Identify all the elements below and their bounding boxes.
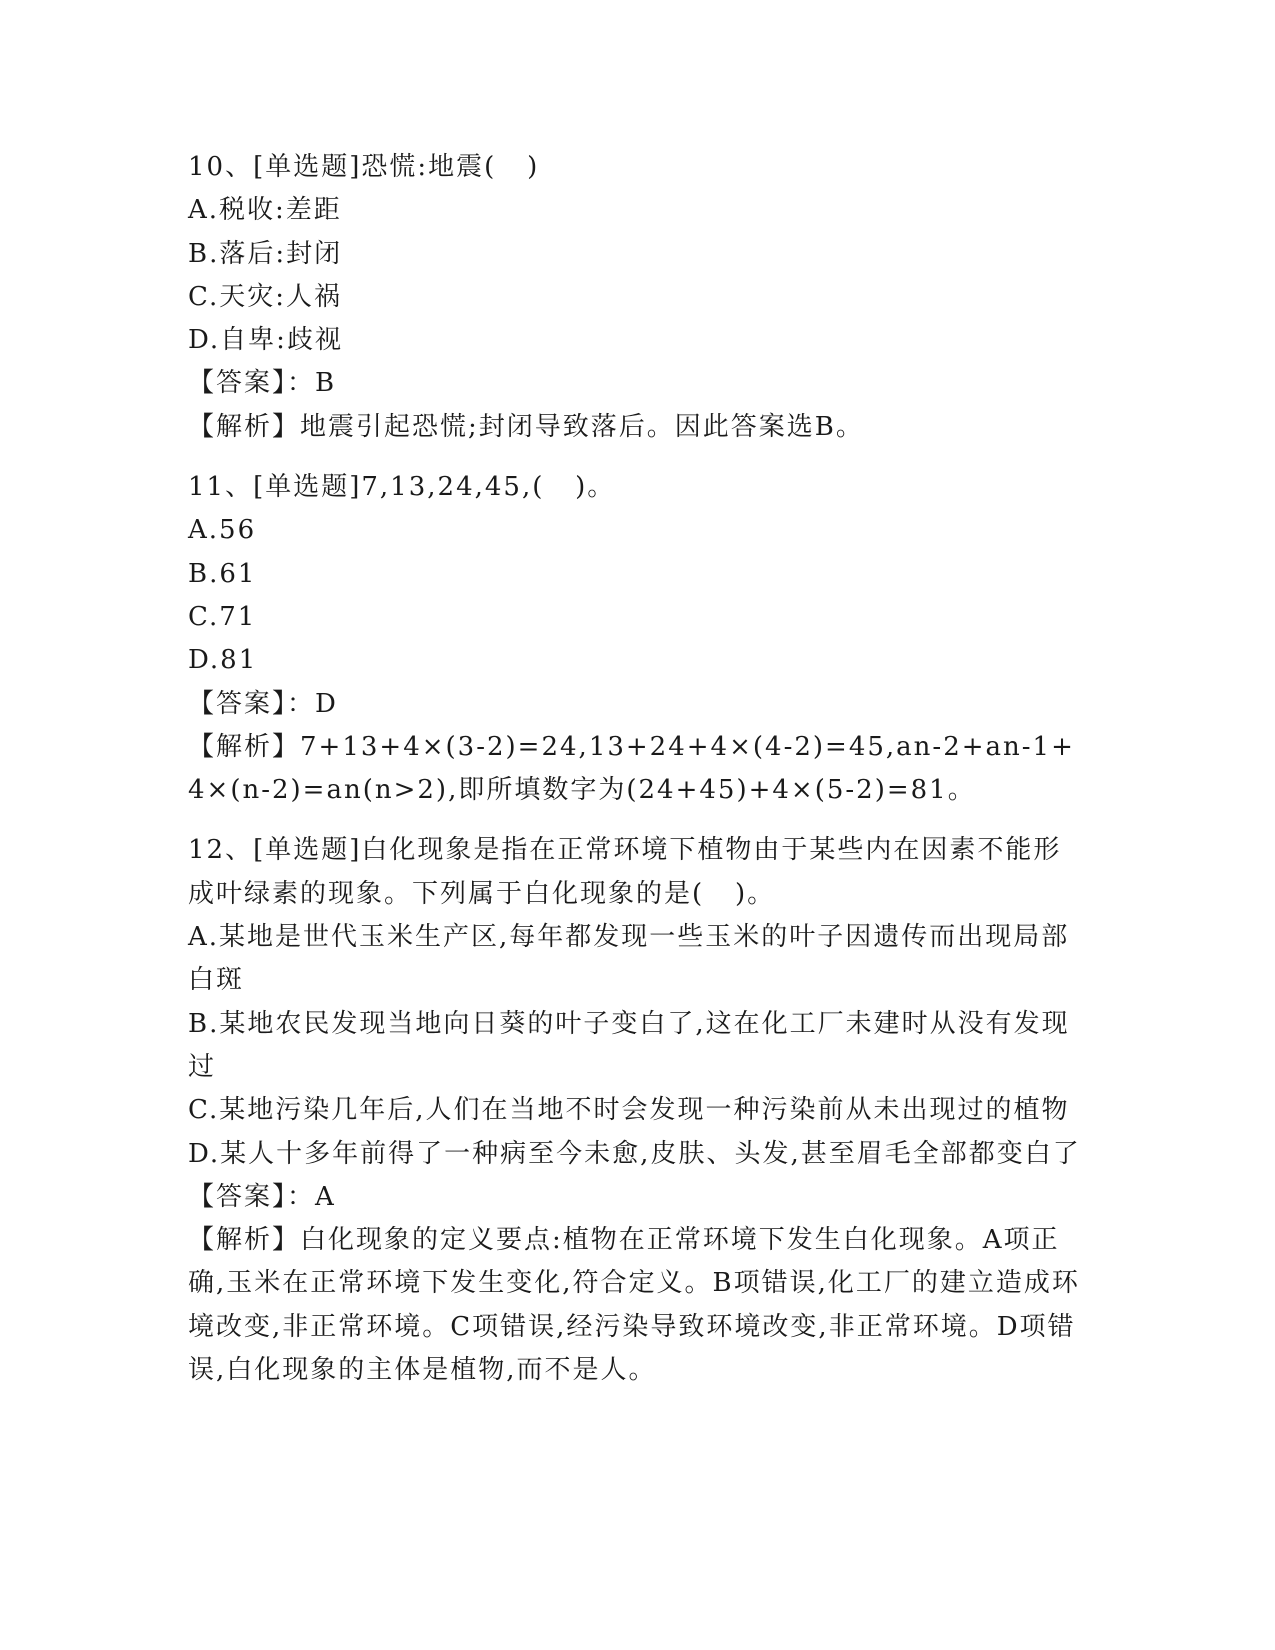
option-d: D.自卑:歧视 xyxy=(188,325,343,356)
option-c: C.天灾:人祸 xyxy=(188,281,342,312)
document-page xyxy=(188,146,1088,1409)
analysis: 【解析】白化现象的定义要点:植物在正常环境下发生白化现象。A项正确,玉米在正常环境下发生变化,符合定义。B项错误,化工厂的建立造成环境改变,非正常环境。C项错误,经污染导致环境改变,非正常环境。D项错误,白化现象的主体是植物,而不是人。 xyxy=(188,1225,1080,1386)
option-b: B.61 xyxy=(188,558,257,589)
option-a: A.某地是世代玉米生产区,每年都发现一些玉米的叶子因遗传而出现局部白斑 xyxy=(188,922,1070,996)
question-stem: 11、[单选题]7,13,24,45,( )。 xyxy=(188,472,616,503)
answer: 【答案】：A xyxy=(188,1181,336,1212)
question-stem: 10、[单选题]恐慌:地震( ) xyxy=(188,152,540,182)
option-a: A.税收:差距 xyxy=(188,195,342,226)
option-c: C.某地污染几年后,人们在当地不时会发现一种污染前从未出现过的植物 xyxy=(188,1095,1070,1126)
option-b: B.落后:封闭 xyxy=(188,238,343,269)
question-12 xyxy=(188,829,1088,1392)
question-10 xyxy=(188,146,1088,449)
answer: 【答案】：D xyxy=(188,688,338,719)
option-b: B.某地农民发现当地向日葵的叶子变白了,这在化工厂未建时从没有发现过 xyxy=(188,1008,1070,1082)
question-stem: 12、[单选题]白化现象是指在正常环境下植物由于某些内在因素不能形成叶绿素的现象。下列属于白化现象的是( )。 xyxy=(188,835,1062,909)
option-c: C.71 xyxy=(188,601,257,632)
option-a: A.56 xyxy=(188,515,257,546)
analysis: 【解析】7+13+4×(3-2)=24,13+24+4×(4-2)=45,an-2+an-1+4×(n-2)=an(n>2),即所填数字为(24+45)+4×(5-2)=81。 xyxy=(188,731,1075,806)
answer: 【答案】：B xyxy=(188,368,337,399)
question-11 xyxy=(188,466,1088,812)
option-d: D.81 xyxy=(188,645,258,676)
analysis: 【解析】地震引起恐慌;封闭导致落后。因此答案选B。 xyxy=(188,411,864,442)
option-d: D.某人十多年前得了一种病至今未愈,皮肤、头发,甚至眉毛全部都变白了 xyxy=(188,1138,1081,1169)
